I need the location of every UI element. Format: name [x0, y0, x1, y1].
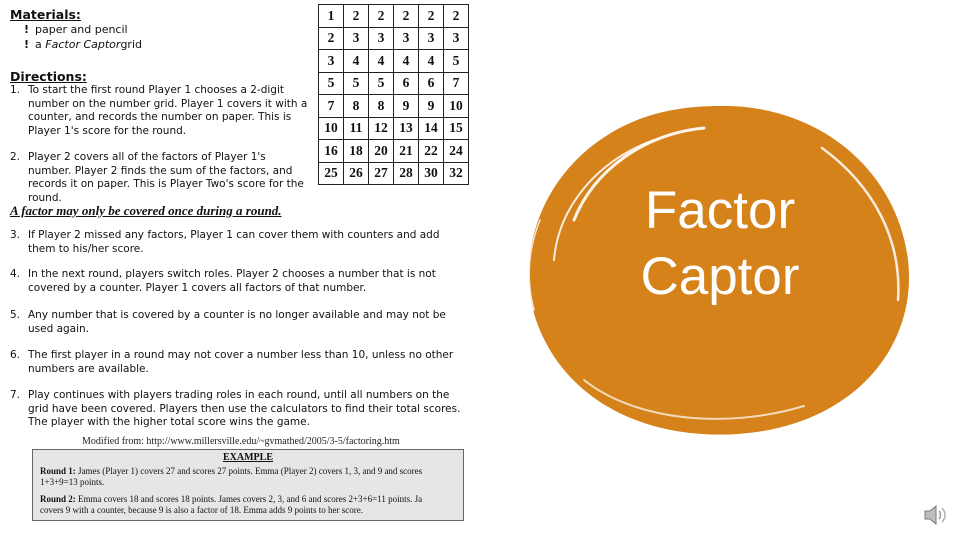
step-text: To start the first round Player 1 chooses a 2-digit number on the number grid. Player 1 covers it with a counter, and records the number on paper. This is Player 1's score for the round. — [28, 84, 308, 137]
step-number: 4. — [10, 268, 21, 280]
example-round-label: Round 1: — [40, 466, 76, 476]
step-text: If Player 2 missed any factors, Player 1 can cover them with counters and add them to his/her score. — [28, 229, 440, 255]
step-text: Play continues with players trading roles in each round, until all numbers on the grid have been covered. Players then use the calculators to find their total scores. The player with the higher total score wins the game. — [28, 389, 461, 428]
speaker-icon[interactable] — [922, 503, 950, 527]
step-number: 7. — [10, 389, 21, 401]
grid-cell: 13 — [394, 117, 419, 140]
rule-statement: A factor may only be covered once during a round. — [10, 203, 282, 218]
grid-row — [319, 162, 469, 185]
grid-cell: 2 — [419, 5, 444, 28]
grid-row — [319, 117, 469, 140]
materials-item-prefix: a — [35, 38, 46, 51]
directions-heading: Directions: — [10, 69, 87, 84]
direction-step — [10, 309, 465, 336]
factor-captor-grid — [318, 4, 469, 185]
grid-cell: 10 — [444, 95, 469, 118]
title-line: Captor — [640, 247, 800, 306]
grid-cell: 3 — [369, 27, 394, 50]
materials-item-italic: Factor Captor — [45, 38, 121, 51]
example-round-label: Round 2: — [40, 494, 76, 504]
example-line-text: Emma covers 18 and scores 18 points. James covers 2, 3, and 6 and scores 2+3+6=11 points. Ja — [75, 494, 423, 504]
example-line-text: 1+3+9=13 points. — [40, 477, 105, 487]
step-text: Player 2 covers all of the factors of Player 1's number. Player 2 finds the sum of the factors, and records it on paper. This is Player Two's score for the round. — [28, 151, 304, 204]
grid-cell: 24 — [444, 140, 469, 163]
materials-item-text: grid — [120, 38, 142, 51]
grid-cell: 2 — [344, 5, 369, 28]
example-line-text: covers 9 with a counter, because 9 is also a factor of 18. Emma adds 9 points to her score. — [40, 505, 364, 515]
example-line — [40, 505, 363, 516]
step-number: 3. — [10, 229, 21, 241]
grid-row — [319, 140, 469, 163]
grid-cell: 32 — [444, 162, 469, 185]
grid-row — [319, 50, 469, 73]
grid-cell: 2 — [319, 27, 344, 50]
slide-title — [560, 178, 880, 310]
direction-step — [10, 268, 465, 295]
grid-cell: 6 — [394, 72, 419, 95]
grid-cell: 5 — [444, 50, 469, 73]
grid-cell: 30 — [419, 162, 444, 185]
grid-cell: 12 — [369, 117, 394, 140]
example-box — [32, 449, 464, 521]
grid-cell: 3 — [419, 27, 444, 50]
grid-cell: 14 — [419, 117, 444, 140]
grid-cell: 11 — [344, 117, 369, 140]
grid-cell: 5 — [319, 72, 344, 95]
grid-cell: 28 — [394, 162, 419, 185]
step-text: The first player in a round may not cover a number less than 10, unless no other numbers are available. — [28, 349, 454, 375]
materials-item — [24, 23, 128, 36]
direction-step — [10, 229, 465, 256]
bullet-icon: ! — [24, 23, 30, 36]
grid-cell: 4 — [344, 50, 369, 73]
grid-row — [319, 27, 469, 50]
grid-cell: 9 — [419, 95, 444, 118]
grid-cell: 27 — [369, 162, 394, 185]
example-line — [40, 494, 422, 505]
example-title: EXAMPLE — [223, 452, 273, 463]
source-citation: Modified from: http://www.millersville.edu/~gvmathed/2005/3-5/factoring.htm — [82, 436, 400, 447]
step-number: 6. — [10, 349, 21, 361]
grid-cell: 9 — [394, 95, 419, 118]
grid-cell: 3 — [344, 27, 369, 50]
materials-item — [24, 38, 142, 51]
grid-cell: 26 — [344, 162, 369, 185]
title-line: Factor — [644, 181, 796, 240]
grid-cell: 22 — [419, 140, 444, 163]
step-text: In the next round, players switch roles. Player 2 chooses a number that is not covered by a counter. Player 1 covers all factors of that number. — [28, 268, 436, 294]
grid-cell: 4 — [419, 50, 444, 73]
grid-row — [319, 72, 469, 95]
bullet-icon: ! — [24, 38, 30, 51]
materials-item-text: paper and pencil — [35, 23, 128, 36]
example-line — [40, 466, 422, 477]
grid-cell: 16 — [319, 140, 344, 163]
grid-cell: 1 — [319, 5, 344, 28]
grid-cell: 3 — [444, 27, 469, 50]
grid-cell: 3 — [319, 50, 344, 73]
grid-cell: 5 — [369, 72, 394, 95]
grid-cell: 2 — [369, 5, 394, 28]
example-line — [40, 477, 104, 488]
grid-row — [319, 5, 469, 28]
grid-cell: 7 — [444, 72, 469, 95]
direction-step — [10, 389, 465, 430]
grid-cell: 2 — [394, 5, 419, 28]
grid-cell: 8 — [344, 95, 369, 118]
grid-cell: 2 — [444, 5, 469, 28]
step-number: 2. — [10, 151, 21, 163]
step-text: Any number that is covered by a counter is no longer available and may not be used again. — [28, 309, 446, 335]
grid-cell: 5 — [344, 72, 369, 95]
grid-cell: 7 — [319, 95, 344, 118]
grid-cell: 3 — [394, 27, 419, 50]
grid-cell: 4 — [369, 50, 394, 73]
grid-cell: 15 — [444, 117, 469, 140]
grid-cell: 20 — [369, 140, 394, 163]
grid-cell: 18 — [344, 140, 369, 163]
grid-cell: 21 — [394, 140, 419, 163]
direction-step — [10, 84, 310, 138]
grid-cell: 25 — [319, 162, 344, 185]
step-number: 5. — [10, 309, 21, 321]
direction-step — [10, 151, 310, 205]
step-number: 1. — [10, 84, 21, 96]
grid-cell: 4 — [394, 50, 419, 73]
example-line-text: James (Player 1) covers 27 and scores 27 points. Emma (Player 2) covers 1, 3, and 9 and scores — [75, 466, 423, 476]
materials-heading: Materials: — [10, 7, 81, 22]
grid-row — [319, 95, 469, 118]
grid-cell: 6 — [419, 72, 444, 95]
grid-cell: 10 — [319, 117, 344, 140]
grid-cell: 8 — [369, 95, 394, 118]
direction-step — [10, 349, 465, 376]
